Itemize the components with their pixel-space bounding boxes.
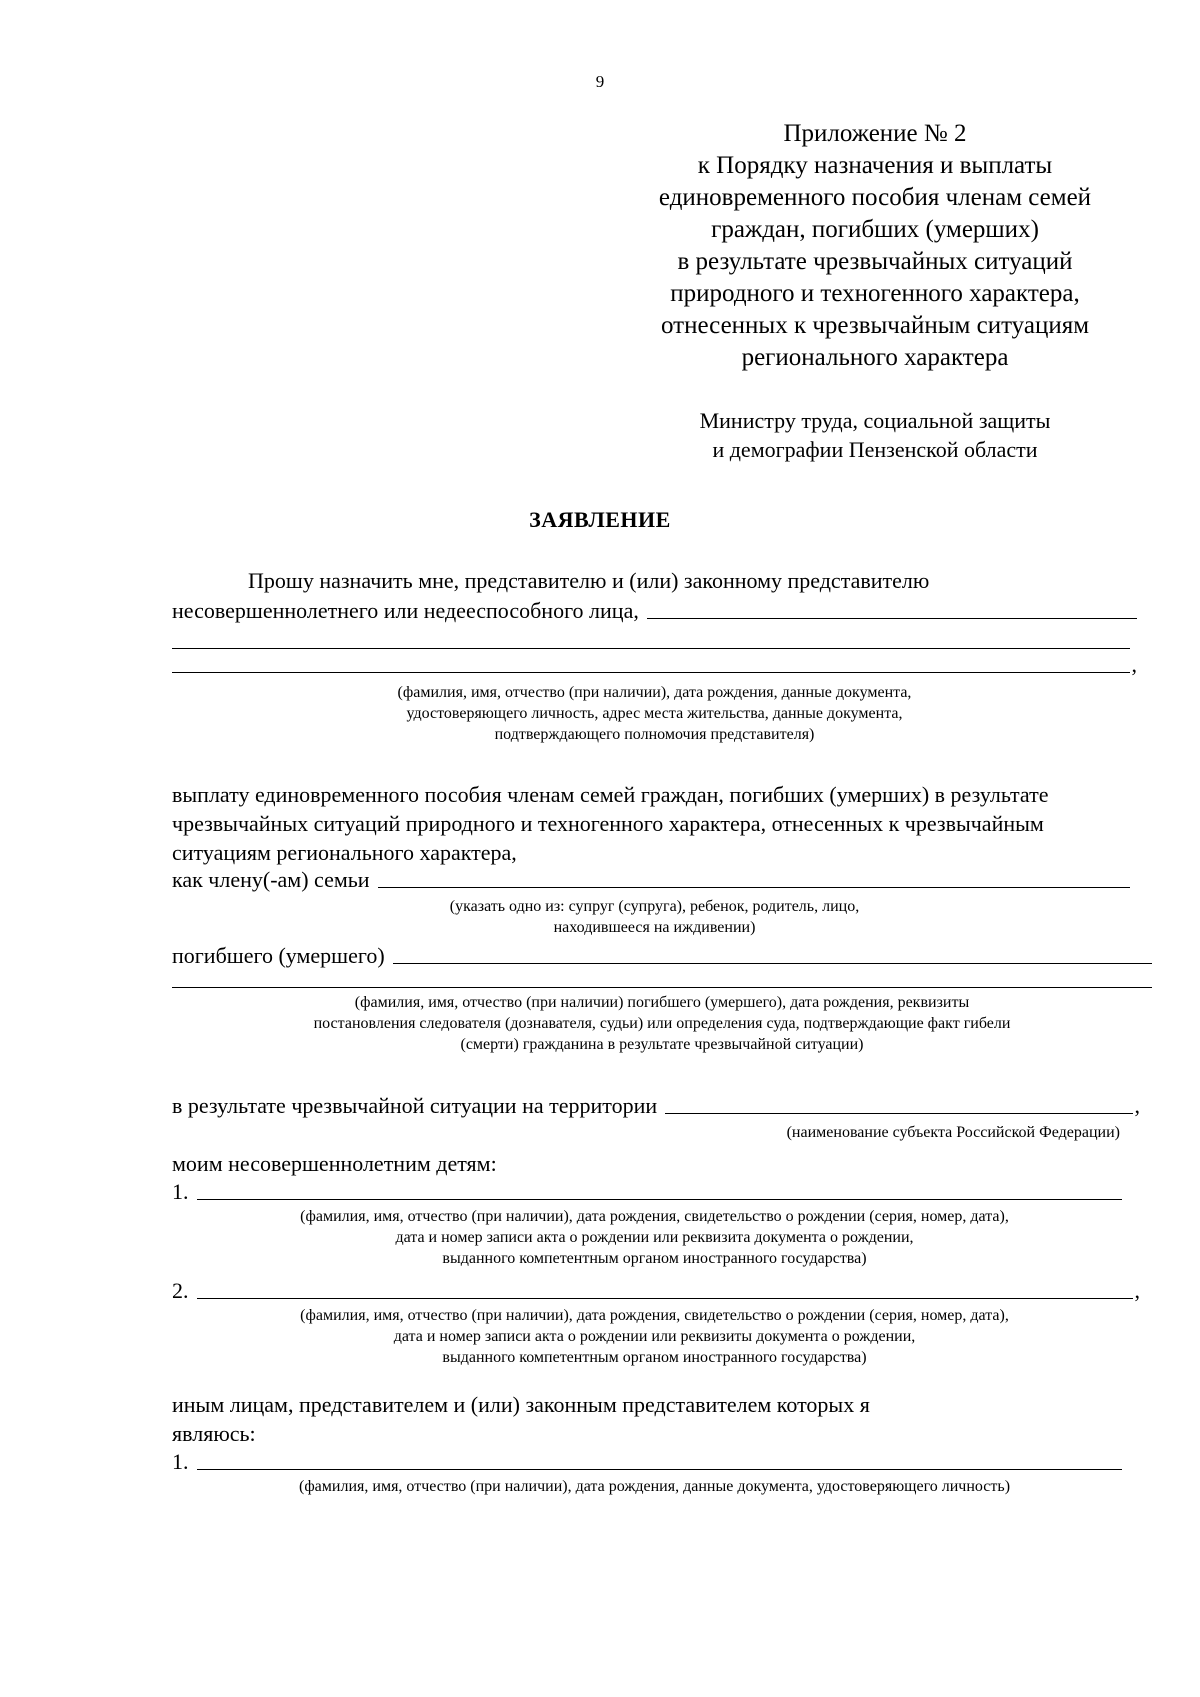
child-row-1 [172, 1176, 1122, 1205]
deceased-row [172, 940, 1152, 969]
deceased-label: погибшего (умершего) [172, 943, 385, 968]
page-number: 9 [595, 72, 605, 91]
child-note-2: (фамилия, имя, отчество (при наличии), дата рождения, свидетельство о рождении (серия, номер, дата), дата и номер записи акта о рождении или реквизиты документа о рождении, выданного компетентным органом иностранного государства) [300, 1307, 1009, 1366]
children-heading: моим несовершеннолетним детям: [172, 1151, 497, 1176]
child-number: 1. [172, 1179, 189, 1204]
family-member-note: (указать одно из: супруг (супруга), ребенок, родитель, лицо, находившееся на иждивении) [449, 898, 860, 936]
appendix-line: регионального характера [741, 344, 1009, 371]
request-applicant-row [172, 595, 1137, 624]
appendix-line: природного и техногенного характера, [670, 280, 1080, 307]
child-row-2 [172, 1275, 1140, 1304]
other-person-field-line[interactable] [197, 1469, 1123, 1470]
child-number: 2. [172, 1278, 189, 1303]
appendix-line: отнесенных к чрезвычайным ситуациям [660, 312, 1090, 339]
deceased-field-line[interactable] [393, 963, 1152, 964]
applicant-field-line[interactable] [647, 618, 1137, 619]
family-member-row [172, 864, 1130, 893]
child-note-1: (фамилия, имя, отчество (при наличии), дата рождения, свидетельство о рождении (серия, номер, дата), дата и номер записи акта о рождении или реквизита документа о рождении, выданного компетентным органом иностранного государства) [300, 1208, 1009, 1267]
appendix-line: единовременного пособия членам семей [658, 184, 1092, 211]
family-member-label: как члену(-ам) семьи [172, 867, 370, 892]
addressee [665, 406, 1085, 464]
document-title: ЗАЯВЛЕНИЕ [529, 507, 671, 532]
child-field-line[interactable] [197, 1199, 1123, 1200]
payment-line: выплату единовременного пособия членам семей граждан, погибших (умерших) в результате [172, 782, 1049, 807]
request-line-2: несовершеннолетнего или недееспособного лица, [172, 598, 639, 623]
request-line-1: Прошу назначить мне, представителю и (или) законному представителю [248, 568, 930, 593]
applicant-field-line[interactable] [172, 672, 1130, 673]
addressee-line: Министру труда, социальной защиты [699, 408, 1051, 433]
other-persons-heading-line: иным лицам, представителем и (или) законным представителем которых я [172, 1392, 870, 1417]
family-member-field-line[interactable] [378, 887, 1130, 888]
other-person-number: 1. [172, 1449, 189, 1474]
territory-label: в результате чрезвычайной ситуации на территории [172, 1093, 658, 1118]
territory-row [172, 1090, 1140, 1119]
other-person-row-1 [172, 1446, 1122, 1475]
deceased-field-line[interactable] [172, 987, 1152, 988]
payment-line: чрезвычайных ситуаций природного и техногенного характера, отнесенных к чрезвычайным [172, 811, 1044, 836]
appendix-line: Приложение № 2 [783, 120, 967, 147]
comma: , [1134, 1093, 1140, 1118]
child-field-line[interactable] [197, 1298, 1133, 1299]
other-person-note: (фамилия, имя, отчество (при наличии), дата рождения, данные документа, удостоверяющего личность) [298, 1478, 1011, 1495]
appendix-line: к Порядку назначения и выплаты [697, 152, 1053, 179]
appendix-line: граждан, погибших (умерших) [711, 216, 1039, 243]
deceased-note: (фамилия, имя, отчество (при наличии) погибшего (умершего), дата рождения, реквизиты постановления следователя (дознавателя, судьи) или определения суда, подтверждающие факт гибели (смерти) гражданина в результате чрезвычайной ситуации) [313, 994, 1011, 1053]
payment-line: ситуациям регионального характера, [172, 840, 517, 865]
appendix-header [620, 118, 1130, 374]
applicant-row-3 [172, 649, 1137, 678]
addressee-line: и демографии Пензенской области [712, 437, 1038, 462]
appendix-line: в результате чрезвычайных ситуаций [677, 248, 1073, 275]
comma: , [1131, 652, 1137, 677]
applicant-field-note: (фамилия, имя, отчество (при наличии), дата рождения, данные документа, удостоверяющего личность, адрес места жительства, данные документа, подтверждающего полномочия представителя) [397, 684, 912, 743]
comma: , [1134, 1278, 1140, 1303]
territory-note: (наименование субъекта Российской Федерации) [786, 1124, 1120, 1141]
other-persons-heading-line: являюсь: [172, 1421, 256, 1446]
territory-field-line[interactable] [665, 1113, 1132, 1114]
